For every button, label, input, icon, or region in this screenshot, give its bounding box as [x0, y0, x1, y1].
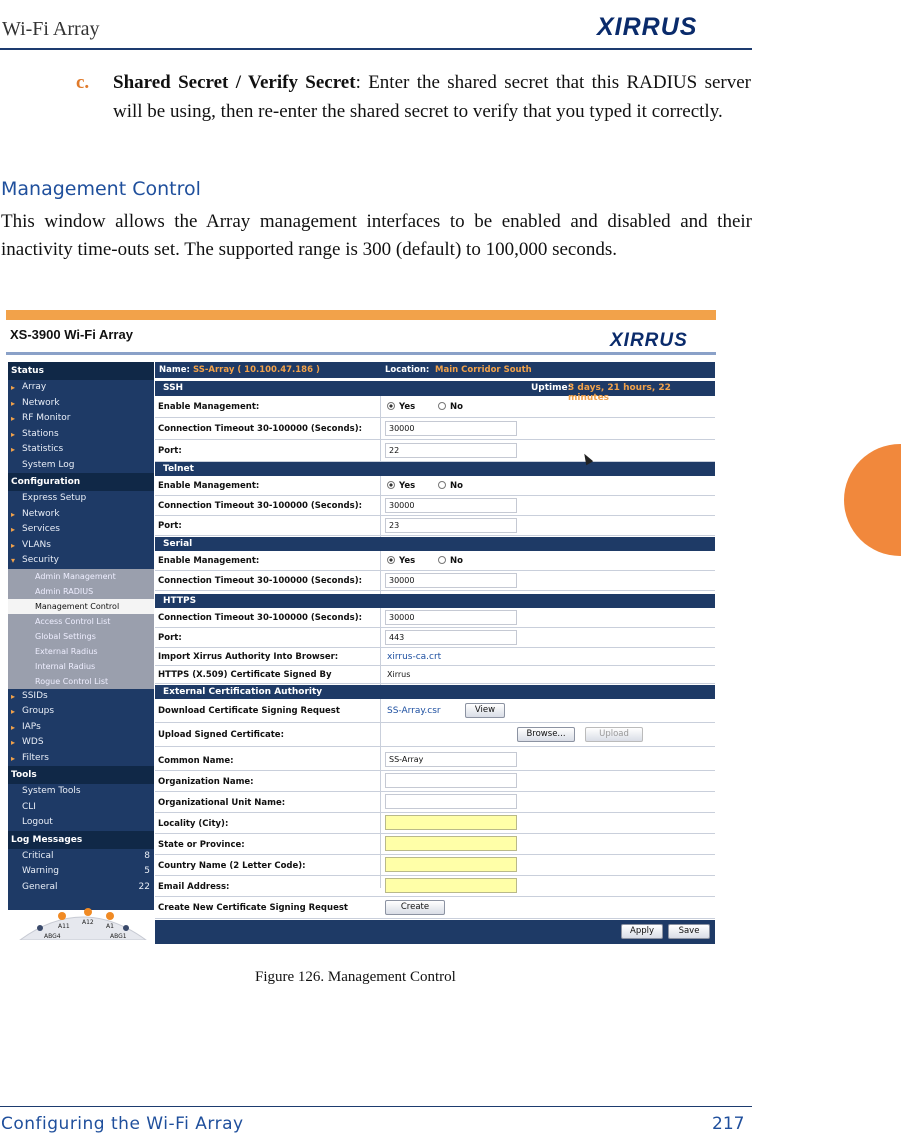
- browse-button[interactable]: Browse...: [517, 727, 575, 742]
- sidebar-item-label: Express Setup: [22, 493, 87, 503]
- telnet-enable-row: [155, 476, 715, 496]
- telnet-yes-radio[interactable]: Yes: [387, 481, 415, 491]
- sidebar-item-rogue-control-list[interactable]: [8, 674, 154, 689]
- sidebar-item-stations[interactable]: [8, 427, 154, 443]
- sidebar-item-label: Stations: [22, 428, 59, 439]
- telnet-section-title: Telnet: [163, 464, 194, 474]
- sidebar-item-label: General: [22, 881, 58, 892]
- org-unit-row: [155, 792, 715, 813]
- sidebar-item-admin-radius[interactable]: [8, 584, 154, 599]
- figure-caption: Figure 126. Management Control: [255, 969, 456, 985]
- connection-timeout-label: Connection Timeout 30-100000 (Seconds):: [158, 424, 362, 434]
- sidebar-item-label: Network: [22, 397, 60, 408]
- chapter-tab: [844, 444, 901, 556]
- sidebar-item-external-radius[interactable]: [8, 644, 154, 659]
- serial-enable-row: [155, 551, 715, 571]
- sidebar-item-label: Logout: [22, 817, 53, 827]
- port-label: Port:: [158, 446, 182, 456]
- enable-management-label: Enable Management:: [158, 556, 260, 566]
- sidebar-item-internal-radius[interactable]: [8, 659, 154, 674]
- sidebar-item-label: Groups: [22, 706, 55, 716]
- sidebar-item-label: Log Messages: [11, 834, 83, 845]
- telnet-timeout-input[interactable]: 30000: [385, 498, 517, 513]
- org-name-row: [155, 771, 715, 792]
- sidebar-item-rf-monitor[interactable]: [8, 411, 154, 427]
- footer-rule: [0, 1106, 752, 1107]
- sidebar-item-label: VLANs: [22, 539, 51, 550]
- port-label: Port:: [158, 633, 182, 643]
- sidebar-item-ssids[interactable]: [8, 689, 154, 705]
- state-label: State or Province:: [158, 840, 245, 850]
- sidebar-item-global-settings[interactable]: [8, 629, 154, 644]
- sidebar-item-label: System Tools: [22, 786, 81, 796]
- eca-section-title: External Certification Authority: [163, 687, 323, 697]
- logo-text: XIRRUS: [597, 13, 698, 41]
- telnet-section-bar: [155, 462, 715, 476]
- signed-by-value: Xirrus: [387, 670, 411, 679]
- term-description: : Enter the shared secret that this RADIUS server will be using, then re-enter the shared secret to verify that you typed it correctly.: [113, 72, 751, 122]
- page-number: 217: [712, 1114, 745, 1134]
- state-row: [155, 834, 715, 855]
- sidebar-item-warning[interactable]: [8, 864, 154, 880]
- sidebar-item-admin-management[interactable]: [8, 569, 154, 584]
- orange-top-bar: [6, 310, 716, 320]
- upload-signed-label: Upload Signed Certificate:: [158, 730, 284, 740]
- sidebar-item-filters[interactable]: [8, 751, 154, 767]
- sidebar-item-label: Global Settings: [35, 631, 96, 641]
- common-name-row: [155, 750, 715, 771]
- section-heading: Management Control: [1, 178, 201, 200]
- telnet-timeout-row: [155, 496, 715, 516]
- ssh-no-radio[interactable]: No: [438, 402, 463, 412]
- common-name-label: Common Name:: [158, 756, 234, 766]
- email-row: [155, 876, 715, 897]
- sidebar-item-critical[interactable]: [8, 849, 154, 865]
- iap-label: ABG4: [44, 933, 61, 940]
- country-label: Country Name (2 Letter Code):: [158, 861, 306, 871]
- sidebar-item-label: Network: [22, 508, 60, 519]
- iap-label: A11: [58, 923, 70, 930]
- serial-yes-radio[interactable]: Yes: [387, 556, 415, 566]
- sidebar-item-label: RF Monitor: [22, 413, 71, 423]
- sidebar-item-label: Internal Radius: [35, 661, 96, 671]
- country-input[interactable]: [385, 857, 517, 872]
- sidebar-item-label: System Log: [22, 459, 75, 470]
- sidebar-item-access-control-list[interactable]: [8, 614, 154, 629]
- download-csr-label: Download Certificate Signing Request: [158, 706, 340, 716]
- create-csr-label: Create New Certificate Signing Request: [158, 903, 348, 913]
- email-label: Email Address:: [158, 882, 230, 892]
- sidebar-item-array[interactable]: [8, 380, 154, 396]
- https-section-title: HTTPS: [163, 596, 197, 606]
- iap-label: A1: [106, 923, 114, 930]
- view-button[interactable]: View: [465, 703, 505, 718]
- uptime-value: 3 days, 21 hours, 22 minutes: [568, 383, 671, 403]
- telnet-port-input[interactable]: 23: [385, 518, 517, 533]
- sidebar-item-tools: [8, 766, 154, 784]
- create-csr-row: [155, 897, 715, 919]
- sidebar-item-system-log[interactable]: [8, 458, 154, 474]
- management-control-screenshot: [6, 310, 716, 946]
- csr-file-link[interactable]: SS-Array.csr: [387, 706, 441, 716]
- https-section-bar: [155, 594, 715, 608]
- sidebar-item-configuration: [8, 473, 154, 491]
- sidebar-item-services[interactable]: [8, 522, 154, 538]
- sidebar-item-label: Admin Management: [35, 571, 116, 581]
- title-rule: [6, 352, 716, 355]
- sidebar-item-label: Status: [11, 366, 44, 376]
- name-label: Name:: [159, 365, 190, 375]
- log-count-badge: 5: [144, 866, 150, 876]
- connection-timeout-label: Connection Timeout 30-100000 (Seconds):: [158, 501, 362, 511]
- sidebar-item-label: Tools: [11, 770, 37, 780]
- ssh-timeout-input[interactable]: 30000: [385, 421, 517, 436]
- section-body: This window allows the Array management interfaces to be enabled and disabled and their inactivity time-outs set. The supported range is 300 (default) to 100,000 seconds.: [1, 211, 752, 260]
- sidebar-item-label: IAPs: [22, 721, 41, 732]
- sidebar-item-cli[interactable]: [8, 800, 154, 816]
- sidebar-item-general[interactable]: [8, 880, 154, 896]
- sidebar-item-status: [8, 362, 154, 380]
- country-row: [155, 855, 715, 876]
- sidebar-item-label: Services: [22, 524, 60, 534]
- ssh-section-bar: [155, 381, 715, 403]
- sidebar-item-label: Access Control List: [35, 616, 111, 626]
- sidebar-item-label: Filters: [22, 752, 49, 763]
- sidebar-item-logout[interactable]: [8, 815, 154, 831]
- sidebar-item-statistics[interactable]: [8, 442, 154, 458]
- list-letter: c.: [76, 72, 90, 93]
- serial-section-bar: [155, 537, 715, 551]
- sidebar-item-label: Configuration: [11, 477, 81, 487]
- uptime-label: Uptime:: [531, 383, 572, 393]
- ssh-port-input[interactable]: 22: [385, 443, 517, 458]
- serial-timeout-row: [155, 571, 715, 591]
- sidebar-item-network[interactable]: [8, 396, 154, 412]
- telnet-no-radio[interactable]: No: [438, 481, 463, 491]
- connection-timeout-label: Connection Timeout 30-100000 (Seconds):: [158, 613, 362, 623]
- sidebar-item-label: CLI: [22, 801, 36, 812]
- import-xirrus-row: [155, 648, 715, 666]
- sidebar-item-label: Array: [22, 382, 47, 392]
- sidebar-item-label: External Radius: [35, 646, 98, 656]
- locality-row: [155, 813, 715, 834]
- sidebar-item-label: WDS: [22, 737, 44, 747]
- log-count-badge: 22: [138, 881, 150, 892]
- locality-input[interactable]: [385, 815, 517, 830]
- https-port-input[interactable]: 443: [385, 630, 517, 645]
- https-timeout-row: [155, 608, 715, 628]
- sidebar-item-network[interactable]: [8, 507, 154, 523]
- enable-management-label: Enable Management:: [158, 402, 260, 412]
- footer-chapter-title: Configuring the Wi-Fi Array: [1, 1114, 244, 1134]
- sidebar-item-vlans[interactable]: [8, 538, 154, 554]
- sidebar-item-express-setup[interactable]: [8, 491, 154, 507]
- iap-diagram-icon: [18, 904, 148, 940]
- sidebar-item-label: Security: [22, 555, 59, 565]
- iap-label: A12: [82, 919, 94, 926]
- serial-timeout-input[interactable]: 30000: [385, 573, 517, 588]
- sidebar-item-iaps[interactable]: [8, 720, 154, 736]
- sidebar-nav: [8, 362, 154, 910]
- sidebar-item-groups[interactable]: [8, 704, 154, 720]
- ssh-port-row: [155, 440, 715, 462]
- name-bar: [155, 362, 715, 378]
- upload-button[interactable]: Upload: [585, 727, 643, 742]
- log-count-badge: 8: [144, 850, 150, 861]
- eca-section-bar: [155, 685, 715, 699]
- sidebar-item-label: Management Control: [35, 601, 120, 611]
- location-value: Main Corridor South: [435, 365, 532, 375]
- enable-management-label: Enable Management:: [158, 481, 260, 491]
- org-name-input[interactable]: [385, 773, 517, 788]
- apply-button[interactable]: Apply: [621, 924, 663, 939]
- sidebar-item-security[interactable]: [8, 553, 154, 569]
- xirrus-cert-link[interactable]: xirrus-ca.crt: [387, 652, 442, 662]
- xirrus-logo-small: XIRRUS: [610, 330, 688, 351]
- signed-by-row: [155, 666, 715, 684]
- sidebar-item-label: Warning: [22, 866, 60, 876]
- common-name-input[interactable]: SS-Array: [385, 752, 517, 767]
- import-xirrus-label: Import Xirrus Authority Into Browser:: [158, 652, 339, 662]
- sidebar-item-log-messages: [8, 831, 154, 849]
- name-value: SS-Array ( 10.100.47.186 ): [193, 365, 320, 375]
- org-unit-input[interactable]: [385, 794, 517, 809]
- connection-timeout-label: Connection Timeout 30-100000 (Seconds):: [158, 576, 362, 586]
- telnet-port-row: [155, 516, 715, 536]
- serial-section-title: Serial: [163, 539, 193, 549]
- list-item-c: [76, 68, 751, 126]
- locality-label: Locality (City):: [158, 819, 229, 829]
- location-label: Location:: [385, 365, 430, 375]
- state-input[interactable]: [385, 836, 517, 851]
- running-header-title: Wi-Fi Array: [2, 18, 100, 40]
- sidebar-item-wds[interactable]: [8, 735, 154, 751]
- sidebar-item-label: Statistics: [22, 444, 64, 454]
- cert-signed-by-label: HTTPS (X.509) Certificate Signed By: [158, 670, 332, 680]
- sidebar-item-management-control[interactable]: [8, 599, 154, 614]
- save-button[interactable]: Save: [668, 924, 710, 939]
- device-title: XS-3900 Wi-Fi Array: [10, 327, 133, 342]
- ssh-enable-row: [155, 396, 715, 418]
- ssh-timeout-row: [155, 418, 715, 440]
- upload-signed-row: [155, 723, 715, 747]
- iap-label: ABG1: [110, 933, 127, 940]
- https-port-row: [155, 628, 715, 648]
- ssh-section-title: SSH: [163, 383, 184, 393]
- serial-no-radio[interactable]: No: [438, 556, 463, 566]
- ssh-yes-radio[interactable]: Yes: [387, 402, 415, 412]
- action-bar: [155, 920, 715, 944]
- https-timeout-input[interactable]: 30000: [385, 610, 517, 625]
- sidebar-item-system-tools[interactable]: [8, 784, 154, 800]
- sidebar-item-label: Critical: [22, 850, 54, 861]
- create-button[interactable]: Create: [385, 900, 445, 915]
- sidebar-item-label: Admin RADIUS: [35, 586, 94, 596]
- term-shared-secret: Shared Secret / Verify Secret: [113, 72, 356, 93]
- sidebar-item-label: SSIDs: [22, 690, 48, 701]
- email-input[interactable]: [385, 878, 517, 893]
- header-rule: [0, 48, 752, 50]
- xirrus-logo: [597, 13, 697, 42]
- download-csr-row: [155, 699, 715, 723]
- org-unit-label: Organizational Unit Name:: [158, 798, 286, 808]
- sidebar-item-label: Rogue Control List: [35, 676, 109, 686]
- org-name-label: Organization Name:: [158, 777, 254, 787]
- port-label: Port:: [158, 521, 182, 531]
